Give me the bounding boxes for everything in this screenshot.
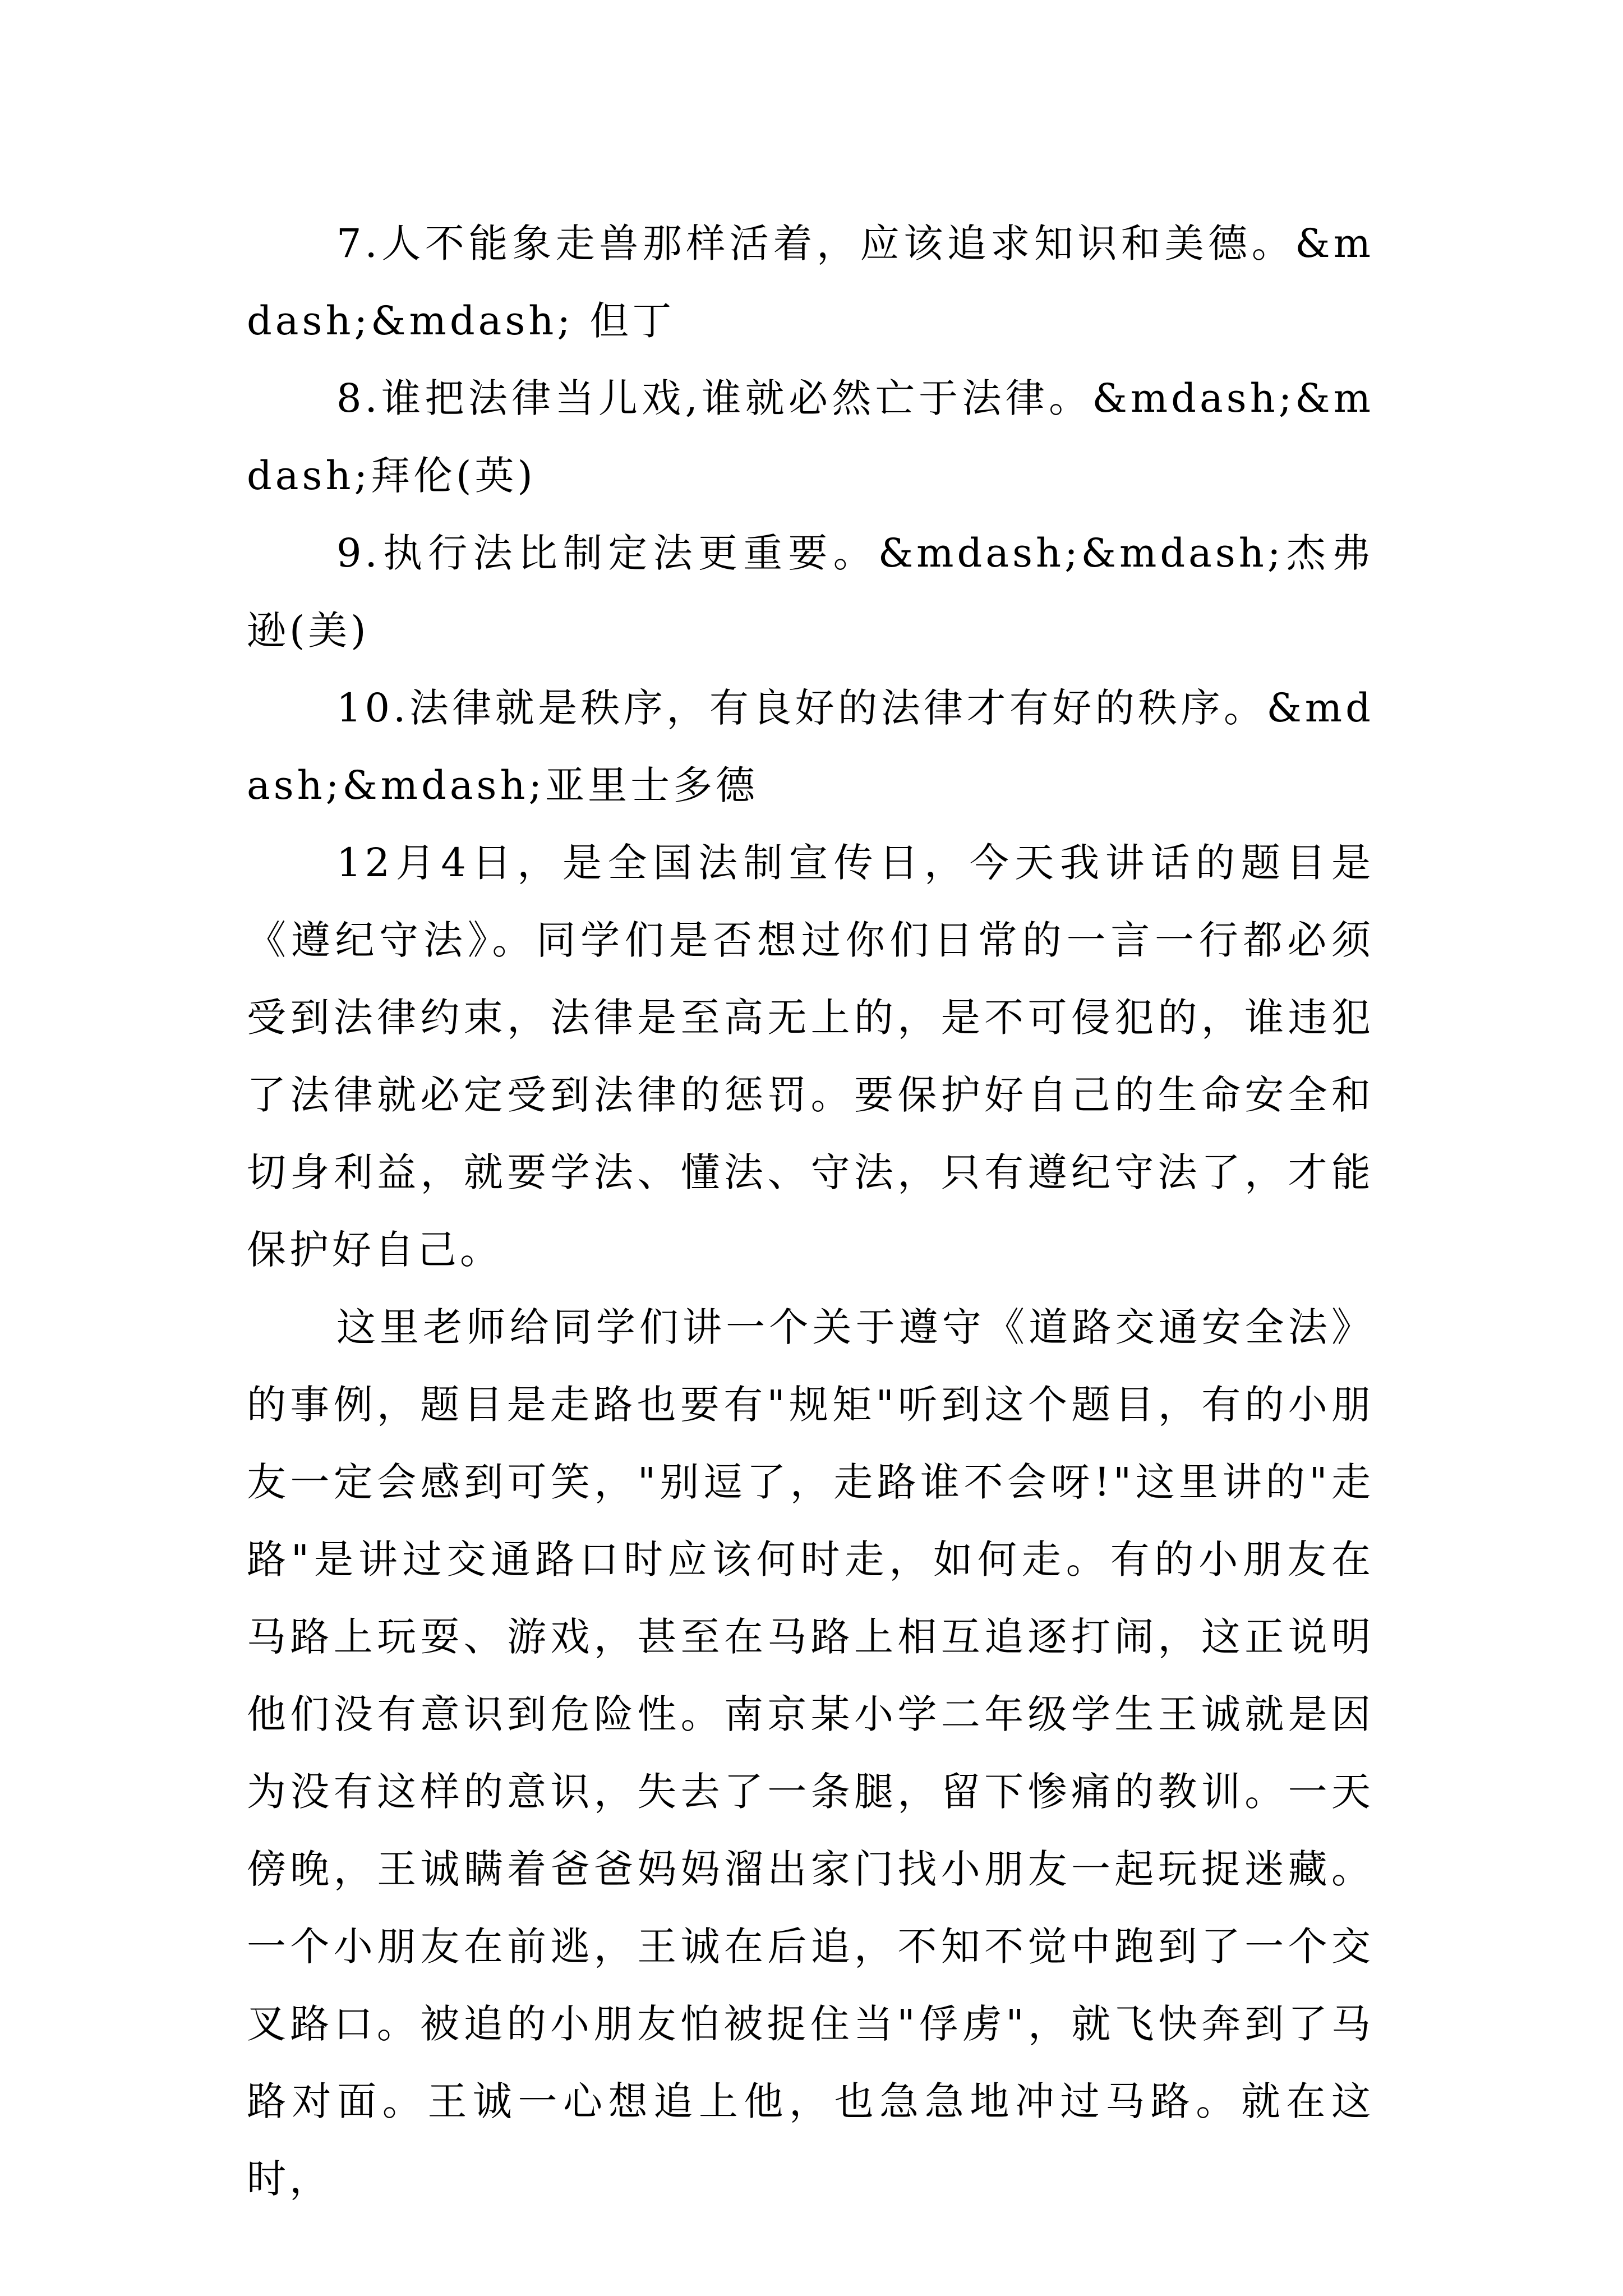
quote-aristotle: 10.法律就是秩序，有良好的法律才有好的秩序。&mdash;&mdash;亚里士多德 — [247, 685, 1374, 808]
traffic-story-paragraph: 这里老师给同学们讲一个关于遵守《道路交通安全法》的事例，题目是走路也要有"规矩"听到这个题目，有的小朋友一定会感到可笑，"别逗了，走路谁不会呀!"这里讲的"走路"是讲过交通路口时应该何时走，如何走。有的小朋友在马路上玩耍、游戏，甚至在马路上相互追逐打闹，这正说明他们没有意识到危险性。南京某小学二年级学生王诚就是因为没有这样的意识，失去了一条腿，留下惨痛的教训。一天傍晚，王诚瞒着爸爸妈妈溜出家门找小朋友一起玩捉迷藏。一个小朋友在前逃，王诚在后追，不知不觉中跑到了一个交叉路口。被追的小朋友怕被捉住当"俘虏"，就飞快奔到了马路对面。王诚一心想追上他，也急急地冲过马路。就在这时， — [247, 1304, 1374, 2202]
speech-intro-paragraph: 12月4日，是全国法制宣传日，今天我讲话的题目是《遵纪守法》。同学们是否想过你们日常的一言一行都必须受到法律约束，法律是至高无上的，是不可侵犯的，谁违犯了法律就必定受到法律的惩罚。要保护好自己的生命安全和切身利益，就要学法、懂法、守法，只有遵纪守法了，才能保护好自己。 — [247, 840, 1374, 1273]
document-body — [247, 205, 1374, 2217]
quote-byron: 8.谁把法律当儿戏,谁就必然亡于法律。&mdash;&mdash;拜伦(英) — [247, 375, 1374, 499]
quote-jefferson: 9.执行法比制定法更重要。&mdash;&mdash;杰弗逊(美) — [247, 530, 1374, 654]
quote-dante: 7.人不能象走兽那样活着，应该追求知识和美德。&mdash;&mdash; 但丁 — [247, 220, 1374, 344]
